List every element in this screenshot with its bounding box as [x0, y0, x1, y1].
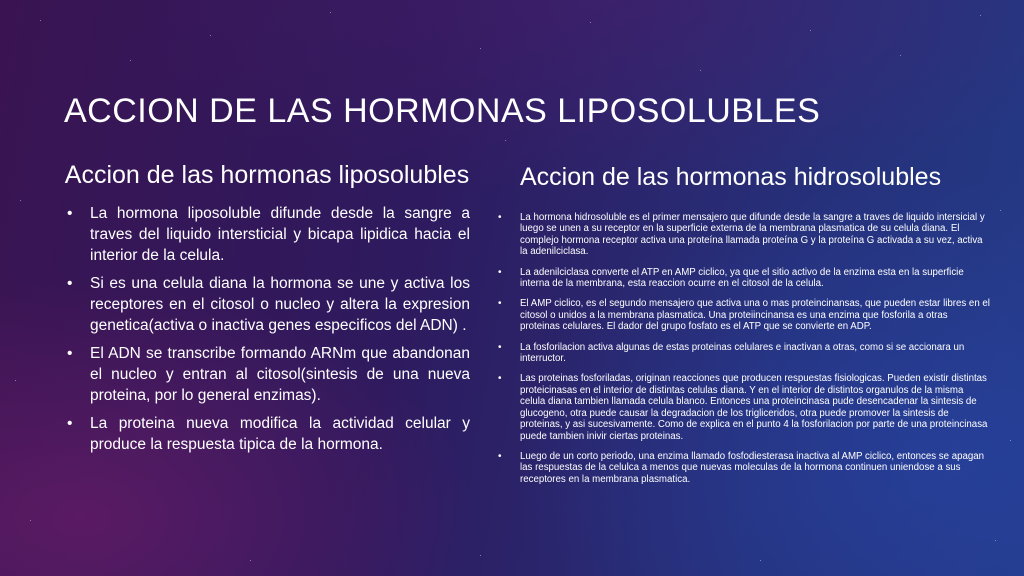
left-column	[64, 158, 470, 462]
list-item	[498, 373, 990, 442]
right-bullet-list	[498, 212, 990, 485]
list-item-text: El AMP ciclico, es el segundo mensajero que activa una o mas proteincinansas, que pueden estar libres en el citosol o unidos a la membrana plasmatica. Una proteiincinansa es una enzima que fosforila a otras proteinas celulares. El dador del grupo fosfato es el ATP que se convierte en ADP.	[520, 298, 990, 333]
bullet-icon: •	[498, 212, 502, 223]
list-item	[64, 273, 470, 336]
list-item	[498, 212, 990, 258]
list-item	[64, 413, 470, 455]
bullet-icon: •	[498, 450, 502, 462]
slide-title: ACCION DE LAS HORMONAS LIPOSOLUBLES	[64, 92, 821, 130]
bullet-icon: •	[67, 415, 73, 432]
bullet-icon: •	[498, 373, 502, 385]
list-item-text: La adenilciclasa converte el ATP en AMP ciclico, ya que el sitio activo de la enzima esta en la superficie interna de la membrana, esta reaccion ocurre en el citosol de la celula.	[520, 266, 964, 290]
list-item	[498, 266, 990, 290]
list-item	[498, 298, 990, 333]
list-item	[64, 203, 470, 266]
list-item	[64, 343, 470, 406]
list-item-text: La proteina nueva modifica la actividad celular y produce la respuesta tipica de la hormona.	[90, 415, 470, 453]
list-item-text: Si es una celula diana la hormona se une y activa los receptores en el citosol o nucleo y altera la expresion genetica(activa o inactiva genes especificos del ADN) .	[90, 275, 470, 334]
right-column	[498, 160, 990, 494]
bullet-icon: •	[67, 275, 73, 292]
list-item	[498, 450, 990, 485]
list-item-text: La fosforilacion activa algunas de estas proteinas celulares e inactivan a otras, como si se accionara un interructor.	[520, 341, 965, 365]
list-item-text: La hormona liposoluble difunde desde la sangre a traves del liquido intersticial y bicapa lipidica hacia el interior de la celula.	[90, 205, 470, 264]
bullet-icon: •	[67, 345, 73, 362]
list-item-text: El ADN se transcribe formando ARNm que abandonan el nucleo y entran al citosol(sintesis de una nueva proteina, por lo general enzimas).	[90, 345, 470, 404]
bullet-icon: •	[67, 205, 73, 222]
bullet-icon: •	[498, 298, 502, 310]
bullet-icon: •	[498, 266, 502, 278]
list-item-text: Luego de un corto periodo, una enzima llamado fosfodiesterasa inactiva al AMP ciclico, entonces se apagan las respuestas de la celulca a menos que nuevas moleculas de la hormona continuen uniendose a sus receptores en la membrana plasmatica.	[520, 450, 985, 485]
left-bullet-list	[64, 203, 470, 455]
right-column-heading: Accion de las hormonas hidrosolubles	[520, 163, 942, 191]
bullet-icon: •	[498, 341, 502, 353]
list-item	[498, 341, 990, 365]
list-item-text: La hormona hidrosoluble es el primer mensajero que difunde desde la sangre a traves de liquido intersicial y luego se unen a su receptor en la superficie externa de la membrana plasmatica de su celula diana. El complejo hormona receptor activa una proteína llamada proteína G y la proteína G activada a su vez, activa la adenilciclasa.	[520, 212, 985, 258]
left-column-heading: Accion de las hormonas liposolubles	[64, 161, 470, 189]
list-item-text: Las proteinas fosforiladas, originan reacciones que producen respuestas fisiologicas. Pueden existir distintas proteicinasas en el interior de distintas celulas diana. Y en el interior de distintos organulos de la misma celula diana tambien llamada celula blanco. Entonces una proteincinasa pude desencadenar la sintesis de glucogeno, otra puede causar la degradacion de los trigliceridos, otra puede promover la sintesis de proteinas, y asi sucesivamente. Como de explica en el punto 4 la fosforilacion por parte de una proteincinasa puede tambien inivir ciertas proteinas.	[520, 373, 988, 442]
